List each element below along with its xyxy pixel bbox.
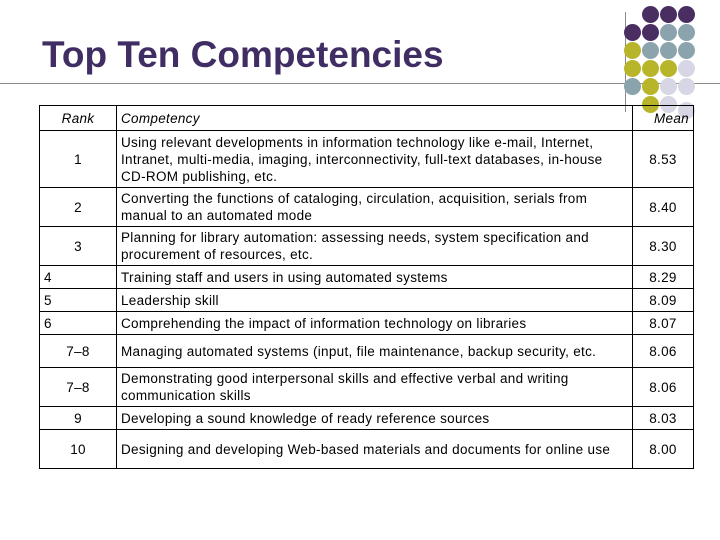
decor-dot [624, 60, 641, 77]
header-rank: Rank [40, 106, 117, 131]
decor-dot [660, 6, 677, 23]
competency-cell: Designing and developing Web-based materials and documents for online use [117, 430, 633, 469]
competency-cell: Comprehending the impact of information technology on libraries [117, 312, 633, 335]
rank-cell: 7–8 [40, 335, 117, 368]
page-title: Top Ten Competencies [42, 34, 444, 75]
decorative-dot-grid [636, 6, 720, 116]
decor-dot [678, 6, 695, 23]
competency-cell: Demonstrating good interpersonal skills and effective verbal and writing communication skills [117, 368, 633, 407]
mean-cell: 8.07 [633, 312, 694, 335]
table-row [40, 335, 694, 368]
decor-dot [642, 78, 659, 95]
competency-cell: Planning for library automation: assessing needs, system specification and procurement of resources, etc. [117, 227, 633, 266]
decor-dot [678, 60, 695, 77]
table-row [40, 289, 694, 312]
header-competency: Competency [117, 106, 633, 131]
competency-cell: Using relevant developments in information technology like e-mail, Internet, Intranet, multi-media, imaging, interconnectivity, full-text databases, in-house CD-ROM publishing, etc. [117, 131, 633, 188]
mean-cell: 8.00 [633, 430, 694, 469]
decor-dot [678, 24, 695, 41]
competencies-table [39, 105, 694, 469]
rank-cell: 5 [40, 289, 117, 312]
rank-cell: 7–8 [40, 368, 117, 407]
decor-dot [678, 42, 695, 59]
mean-cell: 8.53 [633, 131, 694, 188]
competency-cell: Converting the functions of cataloging, circulation, acquisition, serials from manual to an automated mode [117, 188, 633, 227]
table-row [40, 227, 694, 266]
mean-cell: 8.09 [633, 289, 694, 312]
competency-cell: Training staff and users in using automated systems [117, 266, 633, 289]
decor-dot [624, 24, 641, 41]
decor-dot [660, 42, 677, 59]
decor-dot [624, 42, 641, 59]
rank-cell: 9 [40, 407, 117, 430]
table-row [40, 430, 694, 469]
decor-dot [660, 60, 677, 77]
rank-cell: 4 [40, 266, 117, 289]
decor-dot [642, 6, 659, 23]
mean-cell: 8.06 [633, 368, 694, 407]
decor-dot [642, 24, 659, 41]
table-row [40, 312, 694, 335]
decor-dot [642, 60, 659, 77]
rank-cell: 10 [40, 430, 117, 469]
table-header-row [40, 106, 694, 131]
table-row [40, 368, 694, 407]
rank-cell: 3 [40, 227, 117, 266]
rank-cell: 6 [40, 312, 117, 335]
title-divider [0, 83, 720, 84]
table-row [40, 407, 694, 430]
decor-dot [660, 78, 677, 95]
rank-cell: 2 [40, 188, 117, 227]
mean-cell: 8.40 [633, 188, 694, 227]
decor-dot [642, 42, 659, 59]
competency-cell: Developing a sound knowledge of ready reference sources [117, 407, 633, 430]
table-row [40, 131, 694, 188]
table-row [40, 266, 694, 289]
table-row [40, 188, 694, 227]
mean-cell: 8.06 [633, 335, 694, 368]
decor-dot [660, 24, 677, 41]
competency-cell: Managing automated systems (input, file maintenance, backup security, etc. [117, 335, 633, 368]
competency-cell: Leadership skill [117, 289, 633, 312]
header-mean: Mean [633, 106, 694, 131]
decor-dot [624, 78, 641, 95]
mean-cell: 8.03 [633, 407, 694, 430]
mean-cell: 8.29 [633, 266, 694, 289]
rank-cell: 1 [40, 131, 117, 188]
decor-dot [678, 78, 695, 95]
mean-cell: 8.30 [633, 227, 694, 266]
